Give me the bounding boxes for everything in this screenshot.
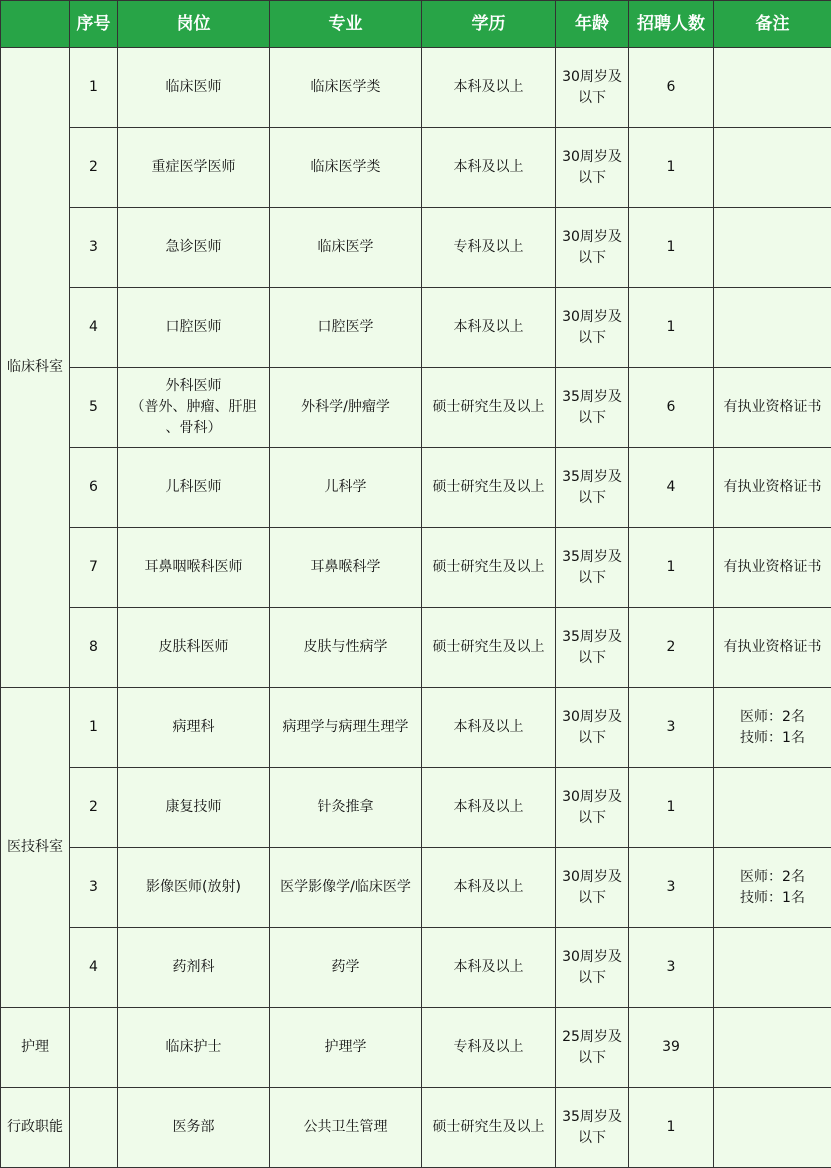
row-note <box>714 688 831 768</box>
row-major: 医学影像学/临床医学 <box>270 848 422 928</box>
row-no: 4 <box>70 288 118 368</box>
row-age <box>556 368 629 448</box>
row-education: 本科及以上 <box>422 928 556 1008</box>
row-count: 1 <box>629 288 714 368</box>
row-position: 皮肤科医师 <box>118 608 270 688</box>
row-education: 本科及以上 <box>422 768 556 848</box>
age-line1: 30周岁及 <box>558 707 626 728</box>
row-education: 硕士研究生及以上 <box>422 1088 556 1168</box>
age-line2: 以下 <box>558 1128 626 1149</box>
age-line1: 35周岁及 <box>558 387 626 408</box>
row-major: 针灸推拿 <box>270 768 422 848</box>
age-line2: 以下 <box>558 328 626 349</box>
header-education: 学历 <box>422 1 556 48</box>
row-major: 临床医学类 <box>270 128 422 208</box>
row-major: 外科学/肿瘤学 <box>270 368 422 448</box>
row-age <box>556 1088 629 1168</box>
age-line2: 以下 <box>558 1048 626 1069</box>
age-line1: 30周岁及 <box>558 307 626 328</box>
age-line2: 以下 <box>558 648 626 669</box>
header-count: 招聘人数 <box>629 1 714 48</box>
table-row <box>1 128 831 208</box>
age-line2: 以下 <box>558 88 626 109</box>
note-line1: 医师：2名 <box>716 707 829 728</box>
row-position: 儿科医师 <box>118 448 270 528</box>
row-count: 2 <box>629 608 714 688</box>
row-count: 1 <box>629 208 714 288</box>
age-line2: 以下 <box>558 248 626 269</box>
row-note <box>714 1088 831 1168</box>
row-education: 硕士研究生及以上 <box>422 448 556 528</box>
row-major: 耳鼻喉科学 <box>270 528 422 608</box>
row-note: 有执业资格证书 <box>714 368 831 448</box>
row-no <box>70 1088 118 1168</box>
table-row <box>1 768 831 848</box>
row-age <box>556 528 629 608</box>
row-age <box>556 928 629 1008</box>
header-position: 岗位 <box>118 1 270 48</box>
row-position: 医务部 <box>118 1088 270 1168</box>
row-position: 耳鼻咽喉科医师 <box>118 528 270 608</box>
row-education: 硕士研究生及以上 <box>422 528 556 608</box>
row-note <box>714 768 831 848</box>
row-no: 5 <box>70 368 118 448</box>
table-row <box>1 448 831 528</box>
row-age <box>556 608 629 688</box>
row-education: 本科及以上 <box>422 288 556 368</box>
age-line2: 以下 <box>558 168 626 189</box>
row-count: 1 <box>629 768 714 848</box>
table-row <box>1 368 831 448</box>
row-age <box>556 48 629 128</box>
row-major: 儿科学 <box>270 448 422 528</box>
row-position <box>118 368 270 448</box>
header-major: 专业 <box>270 1 422 48</box>
row-count: 3 <box>629 848 714 928</box>
row-count: 1 <box>629 1088 714 1168</box>
note-line2: 技师：1名 <box>716 888 829 909</box>
row-age <box>556 1008 629 1088</box>
row-position: 病理科 <box>118 688 270 768</box>
row-count: 6 <box>629 368 714 448</box>
row-position: 临床医师 <box>118 48 270 128</box>
row-note <box>714 928 831 1008</box>
note-line1: 医师：2名 <box>716 867 829 888</box>
age-line2: 以下 <box>558 488 626 509</box>
row-education: 专科及以上 <box>422 1008 556 1088</box>
row-note: 有执业资格证书 <box>714 528 831 608</box>
age-line1: 30周岁及 <box>558 227 626 248</box>
row-count: 4 <box>629 448 714 528</box>
row-no <box>70 1008 118 1088</box>
position-line1: 外科医师 <box>120 376 267 397</box>
age-line2: 以下 <box>558 568 626 589</box>
row-no: 6 <box>70 448 118 528</box>
age-line1: 25周岁及 <box>558 1027 626 1048</box>
row-age <box>556 768 629 848</box>
row-note <box>714 208 831 288</box>
row-note <box>714 1008 831 1088</box>
age-line1: 35周岁及 <box>558 1107 626 1128</box>
row-no: 1 <box>70 688 118 768</box>
row-no: 4 <box>70 928 118 1008</box>
header-dept <box>1 1 70 48</box>
header-row <box>1 1 831 48</box>
row-position: 重症医学医师 <box>118 128 270 208</box>
row-education: 硕士研究生及以上 <box>422 608 556 688</box>
row-age <box>556 448 629 528</box>
group-clinical: 临床科室 <box>1 48 70 688</box>
row-age <box>556 208 629 288</box>
row-age <box>556 848 629 928</box>
header-note: 备注 <box>714 1 831 48</box>
row-count: 1 <box>629 128 714 208</box>
age-line2: 以下 <box>558 888 626 909</box>
row-note: 有执业资格证书 <box>714 448 831 528</box>
age-line2: 以下 <box>558 808 626 829</box>
row-major: 公共卫生管理 <box>270 1088 422 1168</box>
row-major: 口腔医学 <box>270 288 422 368</box>
header-no: 序号 <box>70 1 118 48</box>
row-no: 2 <box>70 128 118 208</box>
row-age <box>556 688 629 768</box>
row-age <box>556 128 629 208</box>
note-line2: 技师：1名 <box>716 728 829 749</box>
position-line3: 、骨科） <box>120 418 267 439</box>
age-line1: 30周岁及 <box>558 147 626 168</box>
row-education: 本科及以上 <box>422 688 556 768</box>
row-note <box>714 48 831 128</box>
age-line1: 30周岁及 <box>558 787 626 808</box>
table-row <box>1 928 831 1008</box>
row-major: 护理学 <box>270 1008 422 1088</box>
position-line2: （普外、肿瘤、肝胆 <box>120 397 267 418</box>
row-major: 药学 <box>270 928 422 1008</box>
row-note <box>714 128 831 208</box>
row-position: 口腔医师 <box>118 288 270 368</box>
table-row <box>1 848 831 928</box>
table-row <box>1 608 831 688</box>
row-position: 药剂科 <box>118 928 270 1008</box>
row-count: 3 <box>629 928 714 1008</box>
row-note: 有执业资格证书 <box>714 608 831 688</box>
row-count: 6 <box>629 48 714 128</box>
row-education: 本科及以上 <box>422 128 556 208</box>
row-no: 3 <box>70 208 118 288</box>
row-position: 急诊医师 <box>118 208 270 288</box>
age-line1: 30周岁及 <box>558 67 626 88</box>
row-count: 1 <box>629 528 714 608</box>
age-line1: 35周岁及 <box>558 467 626 488</box>
row-age <box>556 288 629 368</box>
table-row <box>1 48 831 128</box>
table-row <box>1 288 831 368</box>
age-line1: 30周岁及 <box>558 947 626 968</box>
row-major: 临床医学类 <box>270 48 422 128</box>
table-row <box>1 528 831 608</box>
row-major: 病理学与病理生理学 <box>270 688 422 768</box>
group-medtech: 医技科室 <box>1 688 70 1008</box>
row-no: 3 <box>70 848 118 928</box>
age-line2: 以下 <box>558 408 626 429</box>
row-no: 1 <box>70 48 118 128</box>
table-row <box>1 208 831 288</box>
age-line1: 35周岁及 <box>558 627 626 648</box>
row-no: 2 <box>70 768 118 848</box>
header-age: 年龄 <box>556 1 629 48</box>
table-row <box>1 1008 831 1088</box>
row-position: 影像医师(放射) <box>118 848 270 928</box>
group-admin: 行政职能 <box>1 1088 70 1168</box>
row-education: 本科及以上 <box>422 48 556 128</box>
age-line1: 30周岁及 <box>558 867 626 888</box>
age-line2: 以下 <box>558 728 626 749</box>
row-education: 专科及以上 <box>422 208 556 288</box>
row-note <box>714 288 831 368</box>
row-count: 3 <box>629 688 714 768</box>
row-major: 皮肤与性病学 <box>270 608 422 688</box>
row-count: 39 <box>629 1008 714 1088</box>
row-no: 7 <box>70 528 118 608</box>
table-row <box>1 688 831 768</box>
row-position: 康复技师 <box>118 768 270 848</box>
row-education: 硕士研究生及以上 <box>422 368 556 448</box>
row-education: 本科及以上 <box>422 848 556 928</box>
row-note <box>714 848 831 928</box>
group-nursing: 护理 <box>1 1008 70 1088</box>
row-major: 临床医学 <box>270 208 422 288</box>
age-line2: 以下 <box>558 968 626 989</box>
row-no: 8 <box>70 608 118 688</box>
age-line1: 35周岁及 <box>558 547 626 568</box>
table-row <box>1 1088 831 1168</box>
row-position: 临床护士 <box>118 1008 270 1088</box>
